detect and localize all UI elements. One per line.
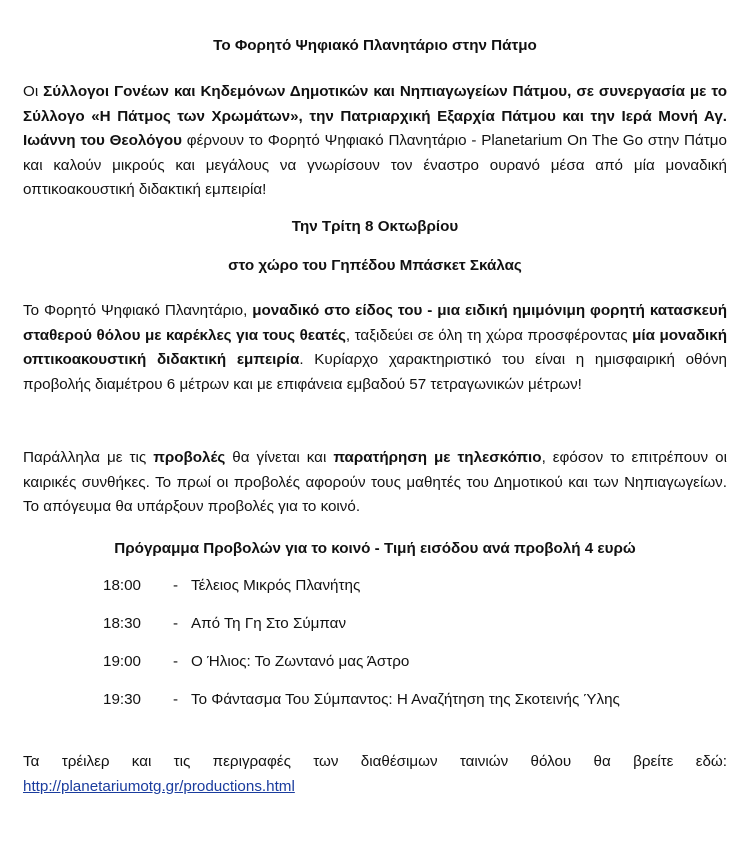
description-text-1: Το Φορητό Ψηφιακό Πλανητάριο, (23, 302, 253, 319)
page-title: Το Φορητό Ψηφιακό Πλανητάριο στην Πάτμο (213, 37, 537, 54)
parallel-text-1: Παράλληλα με τις (23, 449, 154, 466)
schedule-title: Τέλειος Μικρός Πλανήτης (191, 577, 361, 594)
parallel-bold-1: προβολές (153, 449, 226, 466)
event-date: Την Τρίτη 8 Οκτωβρίου (291, 218, 459, 235)
parallel-text-3: , εφόσον το επιτρέπουν οι καιρικές συνθήκες. Το πρωί οι προβολές αφορούν τους μαθητές του Δημοτικού και των Νηπιαγωγείων. Το απόγευμα θα υπάρξουν προβολές για το κοινό. (23, 449, 727, 515)
productions-link[interactable]: http://planetariumotg.gr/productions.html (23, 777, 295, 795)
footer-paragraph (23, 750, 727, 799)
description-bold-2: μία μοναδική οπτικοακουστική διδακτική εμπειρία (23, 326, 727, 368)
parallel-text-2: θα γίνεται και (225, 449, 334, 466)
schedule-title: Ο Ήλιος: Το Ζωντανό μας Άστρο (191, 653, 410, 670)
schedule-title: Από Τη Γη Στο Σύμπαν (191, 615, 347, 632)
description-bold-1: μοναδικό στο είδος του - μια ειδική ημιμόνιμη φορητή κατασκευή σταθερού θόλου με καρέκλες για τους θεατές (23, 302, 728, 344)
schedule-dash: - (173, 653, 179, 670)
schedule-title: Το Φάντασμα Του Σύμπαντος: Η Αναζήτηση της Σκοτεινής Ύλης (191, 691, 620, 708)
schedule-dash: - (173, 577, 179, 594)
schedule-time: 19:00 (103, 653, 142, 670)
description-text-3: . Κυρίαρχο χαρακτηριστικό του είναι η ημισφαιρική οθόνη προβολής διαμέτρου 6 μέτρων και με επιφάνεια εμβαδού 57 τετραγωνικών μέτρων! (23, 351, 727, 393)
schedule-time: 18:30 (103, 615, 142, 632)
schedule-dash: - (173, 615, 179, 632)
intro-organizers: Σύλλογοι Γονέων και Κηδεμόνων Δημοτικών και Νηπιαγωγείων Πάτμου, σε συνεργασία με το Σύλλογο «Η Πάτμος των Χρωμάτων», την Πατριαρχική Εξαρχία Πάτμου και την Ιερά Μονή Αγ. Ιωάννη του Θεολόγου (23, 83, 727, 149)
schedule-time: 18:00 (103, 577, 142, 594)
footer-text: Τα τρέιλερ και τις περιγραφές των διαθέσιμων ταινιών θόλου θα βρείτε εδώ: (23, 753, 727, 770)
schedule-time: 19:30 (103, 691, 142, 708)
intro-text-end: φέρνουν το Φορητό Ψηφιακό Πλανητάριο - Planetarium On The Go στην Πάτμο και καλούν μικρούς και μεγάλους να γνωρίσουν τον έναστρο ουρανό μέσα από μία μοναδική οπτικοακουστική διδακτική εμπειρία! (23, 132, 727, 198)
parallel-paragraph (23, 446, 727, 520)
intro-paragraph (23, 80, 727, 203)
intro-text-start: Οι (23, 83, 44, 100)
event-venue: στο χώρο του Γηπέδου Μπάσκετ Σκάλας (228, 257, 522, 274)
description-paragraph (23, 299, 727, 397)
schedule-heading: Πρόγραμμα Προβολών για το κοινό - Τιμή εισόδου ανά προβολή 4 ευρώ (114, 540, 636, 557)
description-text-2: , ταξιδεύει σε όλη τη χώρα προσφέροντας (345, 326, 633, 344)
schedule-dash: - (173, 691, 179, 708)
parallel-bold-2: παρατήρηση με τηλεσκόπιο (333, 449, 542, 466)
